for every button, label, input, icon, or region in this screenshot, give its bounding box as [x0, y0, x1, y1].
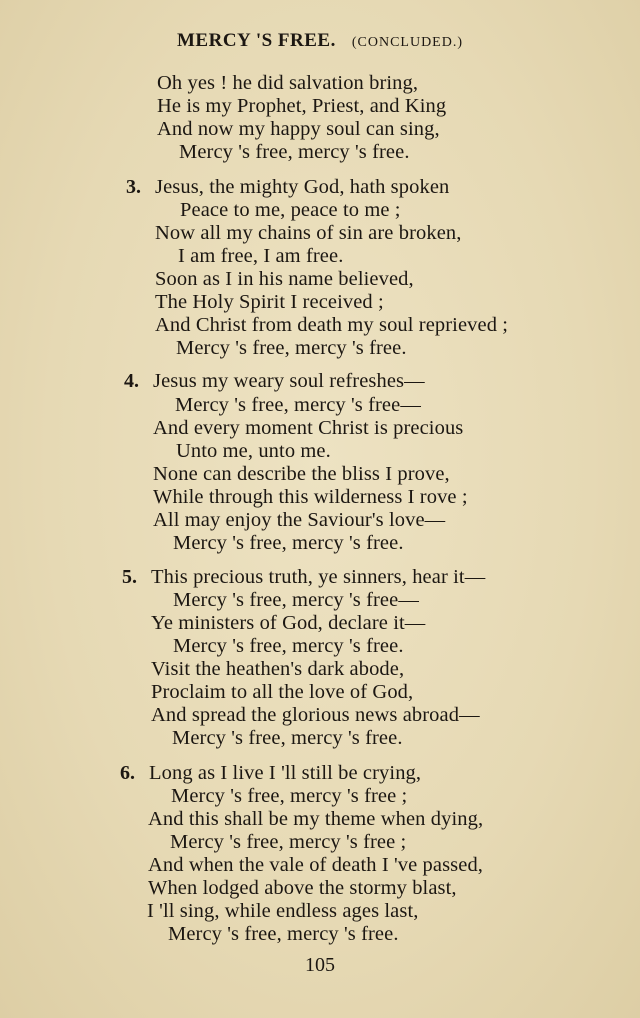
verse-line: And this shall be my theme when dying,	[148, 808, 484, 830]
running-header	[0, 30, 640, 52]
verse-line: Oh yes ! he did salvation bring,	[157, 72, 419, 94]
hymn-title: MERCY 'S FREE.	[177, 30, 336, 51]
verse-line: Proclaim to all the love of God,	[151, 681, 414, 703]
verse-line: Unto me, unto me.	[176, 440, 331, 462]
verse-line: Now all my chains of sin are broken,	[155, 222, 462, 244]
verse-line: Ye ministers of God, declare it—	[151, 612, 426, 634]
verse-line: While through this wilderness I rove ;	[153, 486, 468, 508]
verse-line: Jesus, the mighty God, hath spoken	[155, 176, 450, 198]
verse-line: Long as I live I 'll still be crying,	[149, 762, 422, 784]
stanza-number: 6.	[120, 762, 135, 784]
verse-line: Jesus my weary soul refreshes—	[153, 370, 425, 392]
refrain-line: Mercy 's free, mercy 's free.	[168, 923, 399, 945]
verse-line: All may enjoy the Saviour's love—	[153, 509, 446, 531]
refrain-line: Mercy 's free, mercy 's free.	[176, 337, 407, 359]
verse-line: I am free, I am free.	[178, 245, 344, 267]
refrain-line: Mercy 's free, mercy 's free ;	[170, 831, 407, 853]
verse-line: He is my Prophet, Priest, and King	[157, 95, 447, 117]
hymn-subtitle: (CONCLUDED.)	[351, 35, 463, 50]
verse-line: None can describe the bliss I prove,	[153, 463, 450, 485]
refrain-line: Mercy 's free, mercy 's free.	[179, 141, 410, 163]
verse-line: And Christ from death my soul reprieved ;	[155, 314, 509, 336]
refrain-line: Mercy 's free, mercy 's free—	[173, 589, 419, 611]
verse-line: And every moment Christ is precious	[153, 417, 464, 439]
verse-line: Peace to me, peace to me ;	[180, 199, 401, 221]
verse-line: And now my happy soul can sing,	[157, 118, 440, 140]
page-number: 105	[305, 954, 335, 976]
verse-line: And when the vale of death I 've passed,	[148, 854, 484, 876]
refrain-line: Mercy 's free, mercy 's free.	[173, 532, 404, 554]
verse-line: Soon as I in his name believed,	[155, 268, 414, 290]
stanza-number: 5.	[122, 566, 137, 588]
refrain-line: Mercy 's free, mercy 's free.	[172, 727, 403, 749]
refrain-line: Mercy 's free, mercy 's free ;	[171, 785, 408, 807]
verse-line: I 'll sing, while endless ages last,	[147, 900, 419, 922]
refrain-line: Mercy 's free, mercy 's free.	[173, 635, 404, 657]
stanza-number: 4.	[124, 370, 139, 392]
stanza-number: 3.	[126, 176, 141, 198]
verse-line: Visit the heathen's dark abode,	[151, 658, 405, 680]
verse-line: And spread the glorious news abroad—	[151, 704, 480, 726]
verse-line: The Holy Spirit I received ;	[155, 291, 384, 313]
verse-line: When lodged above the stormy blast,	[148, 877, 457, 899]
refrain-line: Mercy 's free, mercy 's free—	[175, 394, 421, 416]
verse-line: This precious truth, ye sinners, hear it—	[151, 566, 486, 588]
